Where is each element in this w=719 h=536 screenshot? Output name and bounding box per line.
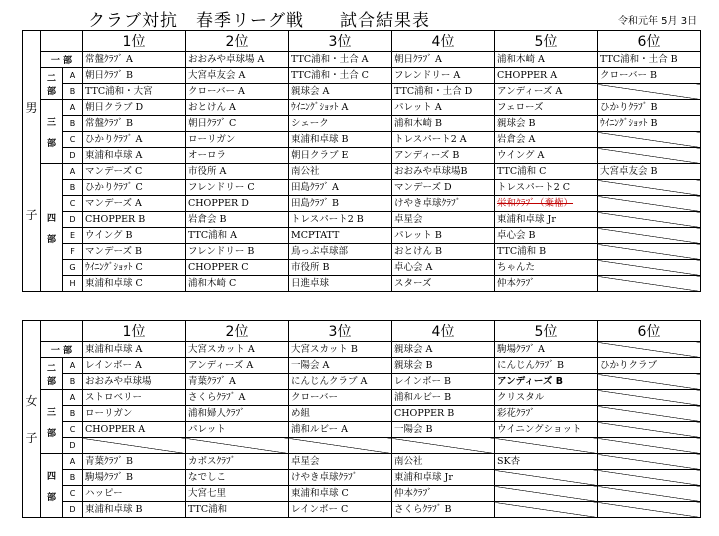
division-label-top: 三 — [46, 407, 56, 418]
result-cell: SK杏 — [495, 454, 598, 470]
division2-row — [23, 358, 701, 374]
result-cell: おおみや卓球場 — [83, 374, 186, 390]
result-cell: CHOPPER A — [83, 422, 186, 438]
result-cell — [495, 196, 598, 212]
result-cell: 一陽会 A — [289, 358, 392, 374]
division4-row — [23, 180, 701, 196]
league-letter: C — [63, 132, 83, 148]
result-cell: 岩倉会 B — [186, 212, 289, 228]
division-label — [41, 68, 63, 100]
rank-header: 2位 — [186, 31, 289, 52]
result-cell: けやき卓球ｸﾗﾌﾞ — [392, 196, 495, 212]
division-label-top: 三 — [46, 117, 56, 128]
result-cell: カボスｸﾗﾌﾞ — [186, 454, 289, 470]
result-cell: ローリガン — [83, 406, 186, 422]
result-cell: 東浦和卓球 Jr — [392, 470, 495, 486]
division1-row — [23, 52, 701, 68]
result-cell: マンデーズ C — [83, 164, 186, 180]
result-cell: ウイング A — [495, 148, 598, 164]
result-cell: フレンドリー B — [186, 244, 289, 260]
result-cell: 南公社 — [289, 164, 392, 180]
empty-slot-cell — [598, 486, 701, 502]
result-cell: 朝日ｸﾗﾌﾞ C — [186, 116, 289, 132]
result-cell: パレット A — [392, 100, 495, 116]
result-cell: 浦和木崎 C — [186, 276, 289, 292]
result-cell: 市役所 A — [186, 164, 289, 180]
result-cell: 卓心会 B — [495, 228, 598, 244]
division-label-top: 四 — [46, 213, 56, 224]
division-label — [41, 164, 63, 292]
result-cell: レインボー A — [83, 358, 186, 374]
empty-slot-cell — [598, 438, 701, 454]
league-letter: C — [63, 486, 83, 502]
group-label — [23, 321, 41, 518]
result-cell: 一陽会 B — [392, 422, 495, 438]
result-cell: 鳥っぷ卓球部 — [289, 244, 392, 260]
division4-row — [23, 196, 701, 212]
result-cell: 常盤ｸﾗﾌﾞ B — [83, 116, 186, 132]
result-cell: にんじんクラブ A — [289, 374, 392, 390]
league-letter: A — [63, 454, 83, 470]
empty-slot-cell — [598, 84, 701, 100]
empty-slot-cell — [598, 390, 701, 406]
page-title: クラブ対抗 春季リーグ戦 試合結果表 — [88, 11, 430, 31]
date-label: 令和元年 5月 3日 — [618, 16, 698, 27]
rank-header: 1位 — [83, 321, 186, 342]
empty-slot-cell — [495, 470, 598, 486]
league-letter: B — [63, 84, 83, 100]
league-letter: A — [63, 358, 83, 374]
result-cell: ちゃんた — [495, 260, 598, 276]
result-cell: おとけん A — [186, 100, 289, 116]
result-cell: 大宮スカット A — [186, 342, 289, 358]
result-cell: ひかりｸﾗﾌﾞ A — [83, 132, 186, 148]
division4-row — [23, 228, 701, 244]
result-cell: ｳｲﾆﾝｸﾞｼｮｯﾄ C — [83, 260, 186, 276]
header-blank — [41, 31, 83, 52]
result-cell: フレンドリー A — [392, 68, 495, 84]
rank-header: 4位 — [392, 31, 495, 52]
result-cell: 朝日クラブ E — [289, 148, 392, 164]
empty-slot-cell — [495, 486, 598, 502]
result-cell: 駒場ｸﾗﾌﾞ B — [83, 470, 186, 486]
empty-slot-cell — [598, 276, 701, 292]
empty-slot-cell — [598, 212, 701, 228]
league-letter: F — [63, 244, 83, 260]
result-cell: 浦和ルビー B — [392, 390, 495, 406]
empty-slot-cell — [598, 196, 701, 212]
division1-row — [23, 342, 701, 358]
division3-row — [23, 422, 701, 438]
rank-header: 3位 — [289, 321, 392, 342]
group-label-top: 男 — [25, 101, 38, 115]
division-label — [41, 100, 63, 164]
result-cell: レインボー C — [289, 502, 392, 518]
result-cell: MCPTATT — [289, 228, 392, 244]
result-cell: 卓星会 — [392, 212, 495, 228]
team-name: アンディーズ B — [497, 375, 563, 387]
result-cell: ハッピー — [83, 486, 186, 502]
division-label-top: 四 — [46, 471, 56, 482]
result-cell: CHOPPER B — [83, 212, 186, 228]
result-cell: にんじんｸﾗﾌﾞ B — [495, 358, 598, 374]
result-cell: 東浦和卓球 B — [83, 502, 186, 518]
result-cell: 親球会 B — [392, 358, 495, 374]
result-cell: 浦和ルビー A — [289, 422, 392, 438]
result-cell: CHOPPER D — [186, 196, 289, 212]
rank-header: 5位 — [495, 31, 598, 52]
empty-slot-cell — [598, 132, 701, 148]
empty-slot-cell — [598, 260, 701, 276]
division-label-bottom: 部 — [46, 138, 56, 149]
rank-header: 5位 — [495, 321, 598, 342]
result-cell: 浦和婦人ｸﾗﾌﾞ — [186, 406, 289, 422]
result-cell: ひかりクラブ — [598, 358, 701, 374]
result-cell: 朝日クラブ D — [83, 100, 186, 116]
league-letter: E — [63, 228, 83, 244]
empty-slot-cell — [495, 438, 598, 454]
result-cell: TTC浦和 B — [495, 244, 598, 260]
result-cell: 大宮卓友会 B — [598, 164, 701, 180]
result-cell: TTC浦和・大宮 — [83, 84, 186, 100]
result-cell: マンデーズ D — [392, 180, 495, 196]
result-cell: おおみや卓球場B — [392, 164, 495, 180]
result-cell: TTC浦和・土合 C — [289, 68, 392, 84]
result-cell: パレット B — [392, 228, 495, 244]
league-letter: B — [63, 374, 83, 390]
empty-slot-cell — [289, 438, 392, 454]
division-label-bottom: 部 — [46, 86, 56, 97]
division4-row — [23, 260, 701, 276]
division-label: 一 部 — [41, 342, 83, 358]
result-cell: なでしこ — [186, 470, 289, 486]
result-cell: 仲本ｸﾗﾌﾞ — [495, 276, 598, 292]
division4-row — [23, 502, 701, 518]
result-cell: 南公社 — [392, 454, 495, 470]
result-cell: TTC浦和 A — [186, 228, 289, 244]
result-cell: ローリガン — [186, 132, 289, 148]
league-letter: B — [63, 116, 83, 132]
league-letter: C — [63, 196, 83, 212]
result-cell: 浦和木崎 B — [392, 116, 495, 132]
result-cell: 東浦和卓球 B — [289, 132, 392, 148]
group-label-bottom: 子 — [25, 208, 38, 222]
result-cell: CHOPPER B — [392, 406, 495, 422]
result-cell: 親球会 B — [495, 116, 598, 132]
result-cell: TTC浦和 — [186, 502, 289, 518]
men-results-table — [22, 30, 701, 292]
result-cell: クローバー — [289, 390, 392, 406]
result-cell: マンデーズ B — [83, 244, 186, 260]
group-label — [23, 31, 41, 292]
result-cell: トレスパート2 A — [392, 132, 495, 148]
league-letter: A — [63, 100, 83, 116]
empty-slot-cell — [598, 422, 701, 438]
header-row — [23, 321, 701, 342]
result-cell: ストロベリー — [83, 390, 186, 406]
division3-row — [23, 132, 701, 148]
result-cell: 常盤ｸﾗﾌﾞ A — [83, 52, 186, 68]
result-cell: 親球会 A — [289, 84, 392, 100]
division4-row — [23, 164, 701, 180]
result-cell: さくらｸﾗﾌﾞ B — [392, 502, 495, 518]
division3-row — [23, 100, 701, 116]
rank-header: 6位 — [598, 31, 701, 52]
result-cell: 卓星会 — [289, 454, 392, 470]
result-cell: ウイング B — [83, 228, 186, 244]
forfeit-team: 栄和ｸﾗﾌﾞ（棄権） — [497, 197, 574, 209]
empty-slot-cell — [598, 148, 701, 164]
division4-row — [23, 470, 701, 486]
result-cell: 東浦和卓球 Jr — [495, 212, 598, 228]
league-letter: D — [63, 148, 83, 164]
league-letter: A — [63, 390, 83, 406]
result-cell: アンディーズ A — [186, 358, 289, 374]
empty-slot-cell — [392, 438, 495, 454]
division-label — [41, 358, 63, 390]
empty-slot-cell — [495, 502, 598, 518]
result-cell: マンデーズ A — [83, 196, 186, 212]
rank-header: 6位 — [598, 321, 701, 342]
result-cell: 東浦和卓球 C — [83, 276, 186, 292]
league-letter: A — [63, 164, 83, 180]
result-cell: 田島ｸﾗﾌﾞ A — [289, 180, 392, 196]
league-letter: C — [63, 422, 83, 438]
result-cell: 大宮卓友会 A — [186, 68, 289, 84]
division3-row — [23, 390, 701, 406]
division4-row — [23, 244, 701, 260]
result-cell: 彩花ｸﾗﾌﾞ — [495, 406, 598, 422]
division4-row — [23, 486, 701, 502]
result-cell: スターズ — [392, 276, 495, 292]
result-cell: シェーク — [289, 116, 392, 132]
result-cell: 浦和木崎 A — [495, 52, 598, 68]
division3-row — [23, 406, 701, 422]
league-letter: A — [63, 68, 83, 84]
empty-slot-cell — [186, 438, 289, 454]
division-label-bottom: 部 — [46, 492, 56, 503]
division-label — [41, 454, 63, 518]
division4-row — [23, 276, 701, 292]
empty-slot-cell — [598, 244, 701, 260]
division3-row — [23, 438, 701, 454]
result-cell: 朝日ｸﾗﾌﾞ B — [83, 68, 186, 84]
group-label-bottom: 子 — [25, 431, 38, 445]
empty-slot-cell — [598, 342, 701, 358]
result-cell: フレンドリー C — [186, 180, 289, 196]
empty-slot-cell — [83, 438, 186, 454]
result-cell: 仲本ｸﾗﾌﾞ — [392, 486, 495, 502]
group-label-top: 女 — [25, 394, 38, 408]
empty-slot-cell — [598, 454, 701, 470]
result-cell: さくらｸﾗﾌﾞ A — [186, 390, 289, 406]
result-cell: CHOPPER C — [186, 260, 289, 276]
result-cell: ひかりｸﾗﾌﾞ C — [83, 180, 186, 196]
result-cell: けやき卓球ｸﾗﾌﾞ — [289, 470, 392, 486]
result-cell: 大宮七里 — [186, 486, 289, 502]
division-label-bottom: 部 — [46, 428, 56, 439]
league-letter: D — [63, 212, 83, 228]
league-letter: B — [63, 406, 83, 422]
result-cell: 東浦和卓球 A — [83, 342, 186, 358]
result-cell: 青葉ｸﾗﾌﾞ B — [83, 454, 186, 470]
league-letter: G — [63, 260, 83, 276]
division3-row — [23, 148, 701, 164]
division4-row — [23, 212, 701, 228]
league-letter: B — [63, 470, 83, 486]
empty-slot-cell — [598, 470, 701, 486]
result-cell: ウイニングショット — [495, 422, 598, 438]
division2-row — [23, 68, 701, 84]
division4-row — [23, 454, 701, 470]
women-results-table — [22, 320, 701, 518]
result-cell: トレスパート2 C — [495, 180, 598, 196]
division-label-bottom: 部 — [46, 376, 56, 387]
result-cell: レインボー B — [392, 374, 495, 390]
result-cell: ｳｲﾆﾝｸﾞｼｮｯﾄ B — [598, 116, 701, 132]
result-cell: 駒場ｸﾗﾌﾞ A — [495, 342, 598, 358]
result-cell: 大宮スカット B — [289, 342, 392, 358]
result-cell: おおみや卓球場 A — [186, 52, 289, 68]
result-cell: 東浦和卓球 A — [83, 148, 186, 164]
division-label-bottom: 部 — [46, 234, 56, 245]
result-cell: クリスタル — [495, 390, 598, 406]
result-cell: 岩倉会 A — [495, 132, 598, 148]
empty-slot-cell — [598, 180, 701, 196]
result-cell — [495, 374, 598, 390]
result-cell: おとけん B — [392, 244, 495, 260]
result-cell: 卓心会 A — [392, 260, 495, 276]
division2-row — [23, 84, 701, 100]
rank-header: 3位 — [289, 31, 392, 52]
result-cell: TTC浦和・土合 D — [392, 84, 495, 100]
result-cell: 朝日ｸﾗﾌﾞ A — [392, 52, 495, 68]
result-cell: クローバー A — [186, 84, 289, 100]
empty-slot-cell — [598, 406, 701, 422]
result-cell: クローバー B — [598, 68, 701, 84]
division2-row — [23, 374, 701, 390]
rank-header: 1位 — [83, 31, 186, 52]
result-cell: め組 — [289, 406, 392, 422]
division3-row — [23, 116, 701, 132]
header-row — [23, 31, 701, 52]
result-cell: 青葉ｸﾗﾌﾞ A — [186, 374, 289, 390]
empty-slot-cell — [598, 374, 701, 390]
header-blank — [41, 321, 83, 342]
division-label-top: 二 — [46, 363, 56, 374]
result-cell: トレスパート2 B — [289, 212, 392, 228]
result-cell: ｳｲﾆﾝｸﾞｼｮｯﾄ A — [289, 100, 392, 116]
result-cell: TTC浦和・土合 A — [289, 52, 392, 68]
result-cell: ひかりｸﾗﾌﾞ B — [598, 100, 701, 116]
result-cell: フェローズ — [495, 100, 598, 116]
division-label-top: 二 — [46, 73, 56, 84]
division-label — [41, 390, 63, 454]
result-cell: CHOPPER A — [495, 68, 598, 84]
league-letter: D — [63, 502, 83, 518]
division-label: 一 部 — [41, 52, 83, 68]
result-cell: パレット — [186, 422, 289, 438]
result-cell: 東浦和卓球 C — [289, 486, 392, 502]
result-cell: 市役所 B — [289, 260, 392, 276]
result-cell: 田島ｸﾗﾌﾞ B — [289, 196, 392, 212]
result-cell: アンディーズ A — [495, 84, 598, 100]
result-cell: オーロラ — [186, 148, 289, 164]
result-cell: 日進卓球 — [289, 276, 392, 292]
empty-slot-cell — [598, 502, 701, 518]
league-letter: D — [63, 438, 83, 454]
league-letter: H — [63, 276, 83, 292]
empty-slot-cell — [598, 228, 701, 244]
result-cell: TTC浦和・土合 B — [598, 52, 701, 68]
rank-header: 4位 — [392, 321, 495, 342]
league-letter: B — [63, 180, 83, 196]
result-cell: TTC浦和 C — [495, 164, 598, 180]
result-cell: アンディーズ B — [392, 148, 495, 164]
rank-header: 2位 — [186, 321, 289, 342]
result-cell: 親球会 A — [392, 342, 495, 358]
